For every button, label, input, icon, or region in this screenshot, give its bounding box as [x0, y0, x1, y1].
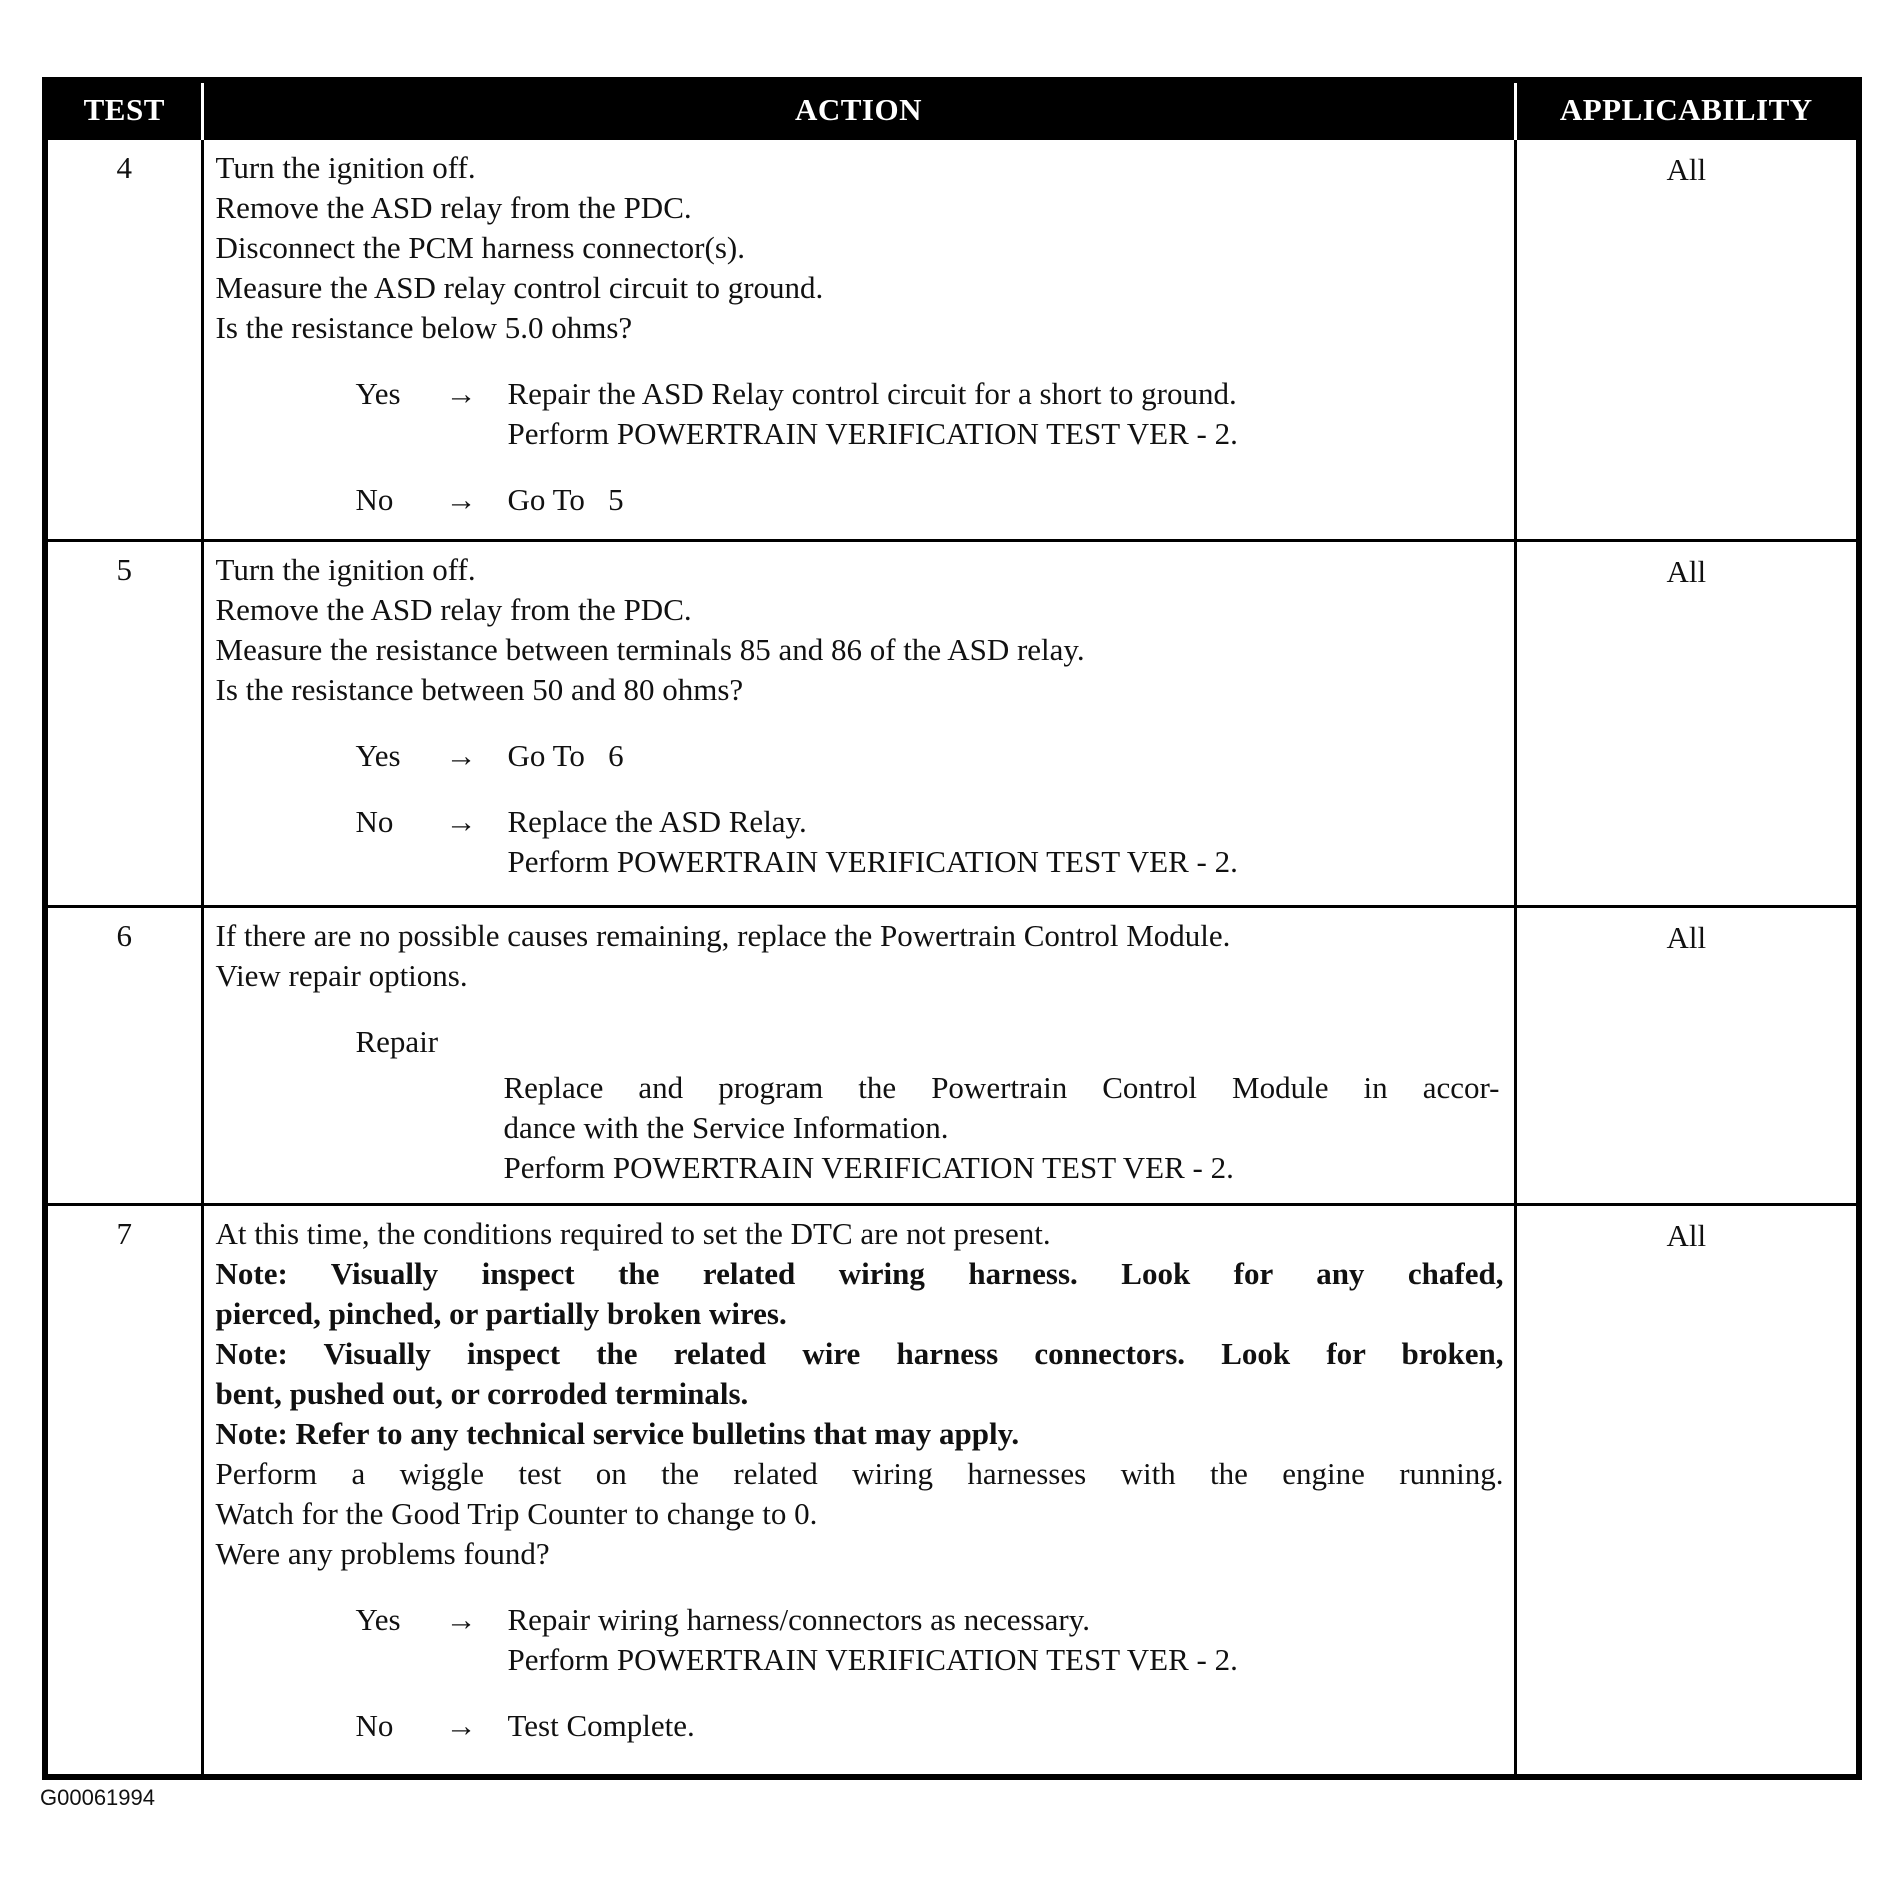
branch-label: Yes [355, 738, 401, 773]
branch-label: Yes [355, 376, 401, 411]
action-cell [202, 907, 1515, 1205]
branch-label: No [355, 804, 394, 839]
table-header-row [45, 80, 1859, 139]
branch-yes [216, 1600, 1504, 1680]
table-row-test-5 [45, 541, 1859, 907]
action-question: Is the resistance below 5.0 ohms? [215, 310, 633, 345]
repair-line: Perform POWERTRAIN VERIFICATION TEST VER - 2. [503, 1150, 1234, 1185]
branch-line: Replace the ASD Relay. [507, 804, 807, 839]
test-number: 6 [45, 907, 202, 1205]
action-line: If there are no possible causes remaining, replace the Powertrain Control Module. [215, 918, 1231, 953]
table-row-test-7 [45, 1205, 1859, 1777]
branch-yes [216, 736, 1504, 776]
action-question: Is the resistance between 50 and 80 ohms? [215, 672, 744, 707]
branch-text [508, 480, 1504, 520]
branch-line: Perform POWERTRAIN VERIFICATION TEST VER - 2. [507, 844, 1238, 879]
branch-label: Yes [355, 1602, 401, 1637]
repair-line: Replace and program the Powertrain Control Module in accor- [503, 1070, 1500, 1105]
header-action: ACTION [202, 80, 1515, 139]
note-line: Note: Visually inspect the related wiring harness. Look for any chafed, [215, 1256, 1504, 1291]
action-cell [202, 139, 1515, 541]
applicability-cell: All [1515, 1205, 1859, 1777]
right-arrow-icon: → [445, 376, 477, 411]
branch-text [508, 736, 1504, 776]
right-arrow-icon: → [445, 1602, 477, 1637]
action-cell [202, 1205, 1515, 1777]
right-arrow-icon: → [445, 482, 477, 517]
action-line: Measure the ASD relay control circuit to ground. [215, 270, 824, 305]
table-row-test-4 [45, 139, 1859, 541]
action-line: Turn the ignition off. [215, 150, 476, 185]
action-cell [202, 541, 1515, 907]
test-number: 4 [45, 139, 202, 541]
test-number: 7 [45, 1205, 202, 1777]
right-arrow-icon: → [445, 738, 477, 773]
branch-line: Go To 5 [507, 482, 624, 517]
action-line: Measure the resistance between terminals 85 and 86 of the ASD relay. [215, 632, 1085, 667]
diagnostic-table-sheet [42, 77, 1856, 1780]
branch-line: Perform POWERTRAIN VERIFICATION TEST VER - 2. [507, 416, 1238, 451]
table-row-test-6 [45, 907, 1859, 1205]
branch-text [508, 1706, 1504, 1746]
applicability-cell: All [1515, 541, 1859, 907]
branch-text [508, 1600, 1504, 1680]
branch-list [216, 374, 1504, 520]
branch-line: Repair the ASD Relay control circuit for a short to ground. [507, 376, 1237, 411]
note-line: pierced, pinched, or partially broken wires. [215, 1296, 787, 1331]
document-id: G00061994 [40, 1785, 155, 1810]
branch-text [508, 802, 1504, 882]
note-line: Note: Refer to any technical service bulletins that may apply. [215, 1416, 1020, 1451]
branch-label: No [355, 482, 394, 517]
action-line: Turn the ignition off. [215, 552, 476, 587]
note-line: Note: Visually inspect the related wire harness connectors. Look for broken, [215, 1336, 1504, 1371]
branch-yes [216, 374, 1504, 454]
action-line: Perform a wiggle test on the related wiring harnesses with the engine running. [215, 1456, 1504, 1491]
branch-line: Repair wiring harness/connectors as necessary. [507, 1602, 1090, 1637]
branch-no [216, 480, 1504, 520]
test-number: 5 [45, 541, 202, 907]
right-arrow-icon: → [445, 804, 477, 839]
action-question: Were any problems found? [215, 1536, 550, 1571]
note-line: bent, pushed out, or corroded terminals. [215, 1376, 749, 1411]
header-test: TEST [45, 80, 202, 139]
branch-line: Perform POWERTRAIN VERIFICATION TEST VER - 2. [507, 1642, 1238, 1677]
branch-list [216, 736, 1504, 882]
branch-text [508, 374, 1504, 454]
repair-line: dance with the Service Information. [503, 1110, 949, 1145]
action-line: Remove the ASD relay from the PDC. [215, 592, 692, 627]
repair-label: Repair [355, 1024, 439, 1059]
branch-line: Test Complete. [507, 1708, 695, 1743]
applicability-cell: All [1515, 139, 1859, 541]
applicability-cell: All [1515, 907, 1859, 1205]
action-line: Remove the ASD relay from the PDC. [215, 190, 692, 225]
branch-line: Go To 6 [507, 738, 624, 773]
right-arrow-icon: → [445, 1708, 477, 1743]
branch-label: No [355, 1708, 394, 1743]
branch-no [216, 802, 1504, 882]
action-line: At this time, the conditions required to set the DTC are not present. [215, 1216, 1051, 1251]
branch-no [216, 1706, 1504, 1746]
action-line: Disconnect the PCM harness connector(s). [215, 230, 745, 265]
action-line: View repair options. [215, 958, 468, 993]
repair-text [504, 1068, 1500, 1188]
diagnostic-test-table [42, 77, 1862, 1780]
header-applicability: APPLICABILITY [1515, 80, 1859, 139]
branch-list [216, 1600, 1504, 1746]
action-line: Watch for the Good Trip Counter to change to 0. [215, 1496, 818, 1531]
